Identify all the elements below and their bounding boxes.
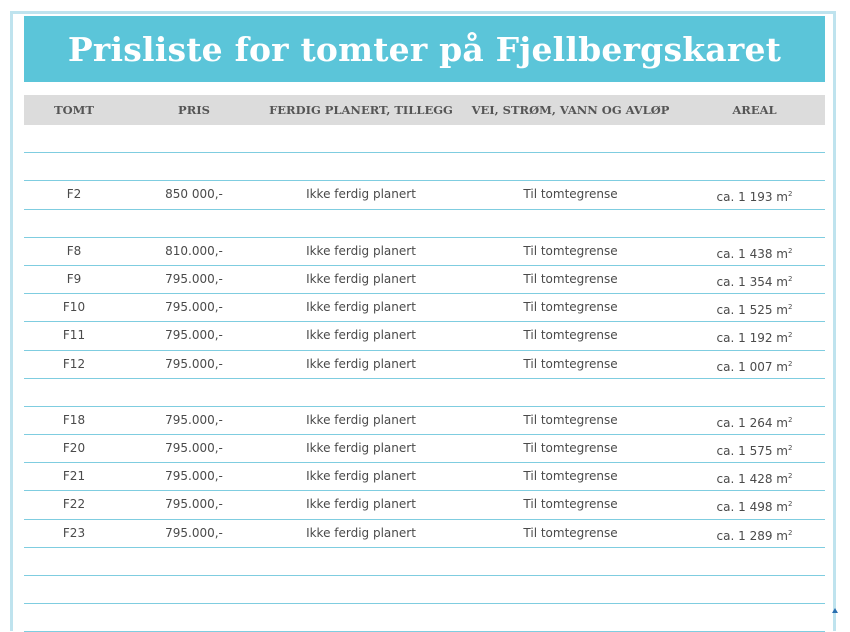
cell-pris: 795.000,- bbox=[165, 356, 223, 371]
cell-planert: Ikke ferdig planert bbox=[306, 469, 416, 484]
table-row bbox=[24, 379, 825, 407]
cell-pris bbox=[124, 379, 264, 406]
cell-tomt bbox=[24, 125, 124, 152]
cell-pris: 795.000,- bbox=[165, 469, 223, 484]
table-row bbox=[24, 351, 825, 379]
cell-planert bbox=[264, 125, 458, 152]
areal-value: ca. 1 575 m bbox=[716, 444, 788, 459]
resize-handle-icon bbox=[832, 608, 838, 613]
table-row bbox=[24, 576, 825, 604]
areal-value: ca. 1 193 m bbox=[716, 190, 788, 205]
cell-vei: Til tomtegrense bbox=[523, 441, 618, 456]
areal-unit-exponent: 2 bbox=[787, 190, 793, 199]
table-row bbox=[24, 407, 825, 435]
cell-planert bbox=[264, 576, 458, 603]
cell-vei: Til tomtegrense bbox=[523, 412, 618, 427]
table-row bbox=[24, 322, 825, 350]
cell-vei: Til tomtegrense bbox=[523, 469, 618, 484]
cell-vei bbox=[468, 548, 673, 575]
cell-pris bbox=[124, 125, 264, 152]
cell-vei: Til tomtegrense bbox=[523, 300, 618, 315]
cell-vei bbox=[468, 125, 673, 152]
areal-value: ca. 1 525 m bbox=[716, 303, 788, 318]
table-row bbox=[24, 238, 825, 266]
cell-planert: Ikke ferdig planert bbox=[306, 525, 416, 540]
areal-unit-exponent: 2 bbox=[787, 500, 793, 509]
cell-vei: Til tomtegrense bbox=[523, 328, 618, 343]
cell-areal bbox=[684, 294, 825, 321]
column-header-planert: FERDIG PLANERT, TILLEGG bbox=[269, 103, 453, 117]
title-banner bbox=[24, 16, 825, 82]
cell-areal bbox=[684, 379, 825, 406]
table-row bbox=[24, 463, 825, 491]
cell-tomt: F9 bbox=[66, 271, 82, 286]
cell-tomt: F12 bbox=[62, 356, 86, 371]
table-row bbox=[24, 181, 825, 209]
cell-vei: Til tomtegrense bbox=[523, 243, 618, 258]
table-row bbox=[24, 266, 825, 294]
table-row bbox=[24, 210, 825, 238]
cell-pris: 795.000,- bbox=[165, 300, 223, 315]
cell-tomt: F8 bbox=[66, 243, 82, 258]
cell-planert bbox=[264, 379, 458, 406]
cell-vei bbox=[468, 576, 673, 603]
table-row bbox=[24, 548, 825, 576]
cell-planert: Ikke ferdig planert bbox=[306, 271, 416, 286]
cell-planert bbox=[264, 153, 458, 180]
cell-tomt bbox=[24, 604, 124, 631]
areal-value: ca. 1 498 m bbox=[716, 500, 788, 515]
cell-areal bbox=[684, 153, 825, 180]
cell-vei bbox=[468, 604, 673, 631]
cell-pris: 795.000,- bbox=[165, 412, 223, 427]
cell-planert: Ikke ferdig planert bbox=[306, 356, 416, 371]
cell-vei bbox=[468, 379, 673, 406]
cell-tomt bbox=[24, 576, 124, 603]
table-body bbox=[24, 125, 825, 632]
areal-unit-exponent: 2 bbox=[787, 528, 793, 537]
column-header-vei: VEI, STRØM, VANN OG AVLØP bbox=[471, 103, 670, 117]
areal-value: ca. 1 007 m bbox=[716, 359, 788, 374]
areal-value: ca. 1 264 m bbox=[716, 415, 788, 430]
cell-pris: 850 000,- bbox=[165, 187, 223, 202]
areal-unit-exponent: 2 bbox=[787, 246, 793, 255]
column-header-areal: AREAL bbox=[732, 103, 777, 117]
table-row bbox=[24, 125, 825, 153]
cell-areal bbox=[684, 210, 825, 237]
cell-pris bbox=[124, 576, 264, 603]
cell-pris bbox=[124, 210, 264, 237]
cell-planert: Ikke ferdig planert bbox=[306, 441, 416, 456]
table-row bbox=[24, 294, 825, 322]
cell-areal bbox=[684, 322, 825, 349]
cell-planert: Ikke ferdig planert bbox=[306, 497, 416, 512]
cell-pris: 795.000,- bbox=[165, 271, 223, 286]
cell-areal bbox=[684, 125, 825, 152]
cell-areal bbox=[684, 520, 825, 547]
areal-unit-exponent: 2 bbox=[787, 472, 793, 481]
cell-tomt bbox=[24, 210, 124, 237]
cell-areal bbox=[684, 238, 825, 265]
areal-value: ca. 1 354 m bbox=[716, 274, 788, 289]
areal-value: ca. 1 438 m bbox=[716, 246, 788, 261]
cell-tomt: F20 bbox=[62, 441, 86, 456]
cell-planert bbox=[264, 604, 458, 631]
cell-areal bbox=[684, 407, 825, 434]
cell-tomt bbox=[24, 379, 124, 406]
cell-tomt bbox=[24, 153, 124, 180]
column-header-pris: PRIS bbox=[178, 103, 210, 117]
table-row bbox=[24, 604, 825, 632]
areal-unit-exponent: 2 bbox=[787, 415, 793, 424]
cell-tomt: F23 bbox=[62, 525, 86, 540]
areal-unit-exponent: 2 bbox=[787, 303, 793, 312]
cell-areal bbox=[684, 604, 825, 631]
areal-unit-exponent: 2 bbox=[787, 274, 793, 283]
cell-vei: Til tomtegrense bbox=[523, 187, 618, 202]
cell-tomt: F22 bbox=[62, 497, 86, 512]
column-header-tomt: TOMT bbox=[54, 103, 94, 117]
areal-unit-exponent: 2 bbox=[787, 444, 793, 453]
cell-areal bbox=[684, 491, 825, 518]
cell-planert: Ikke ferdig planert bbox=[306, 328, 416, 343]
cell-planert: Ikke ferdig planert bbox=[306, 300, 416, 315]
cell-areal bbox=[684, 548, 825, 575]
cell-pris: 810.000,- bbox=[165, 243, 223, 258]
cell-vei: Til tomtegrense bbox=[523, 497, 618, 512]
cell-planert bbox=[264, 548, 458, 575]
cell-areal bbox=[684, 181, 825, 208]
cell-vei bbox=[468, 210, 673, 237]
cell-areal bbox=[684, 435, 825, 462]
cell-areal bbox=[684, 351, 825, 378]
cell-tomt: F18 bbox=[62, 412, 86, 427]
cell-pris: 795.000,- bbox=[165, 525, 223, 540]
areal-value: ca. 1 192 m bbox=[716, 331, 788, 346]
cell-vei bbox=[468, 153, 673, 180]
cell-pris bbox=[124, 548, 264, 575]
areal-unit-exponent: 2 bbox=[787, 359, 793, 368]
cell-areal bbox=[684, 576, 825, 603]
cell-pris bbox=[124, 153, 264, 180]
cell-areal bbox=[684, 266, 825, 293]
cell-tomt bbox=[24, 548, 124, 575]
table-row bbox=[24, 153, 825, 181]
cell-pris bbox=[124, 604, 264, 631]
cell-tomt: F10 bbox=[62, 300, 86, 315]
page-title: Prisliste for tomter på Fjellbergskaret bbox=[67, 29, 782, 69]
cell-planert bbox=[264, 210, 458, 237]
cell-pris: 795.000,- bbox=[165, 328, 223, 343]
cell-vei: Til tomtegrense bbox=[523, 271, 618, 286]
cell-planert: Ikke ferdig planert bbox=[306, 412, 416, 427]
cell-planert: Ikke ferdig planert bbox=[306, 187, 416, 202]
cell-vei: Til tomtegrense bbox=[523, 356, 618, 371]
cell-planert: Ikke ferdig planert bbox=[306, 243, 416, 258]
cell-vei: Til tomtegrense bbox=[523, 525, 618, 540]
table-row bbox=[24, 520, 825, 548]
table-row bbox=[24, 435, 825, 463]
table-header bbox=[24, 95, 825, 125]
cell-tomt: F2 bbox=[66, 187, 82, 202]
cell-areal bbox=[684, 463, 825, 490]
areal-unit-exponent: 2 bbox=[787, 331, 793, 340]
areal-value: ca. 1 428 m bbox=[716, 472, 788, 487]
table-row bbox=[24, 491, 825, 519]
cell-pris: 795.000,- bbox=[165, 441, 223, 456]
areal-value: ca. 1 289 m bbox=[716, 528, 788, 543]
cell-tomt: F21 bbox=[62, 469, 86, 484]
cell-pris: 795.000,- bbox=[165, 497, 223, 512]
cell-tomt: F11 bbox=[62, 328, 86, 343]
